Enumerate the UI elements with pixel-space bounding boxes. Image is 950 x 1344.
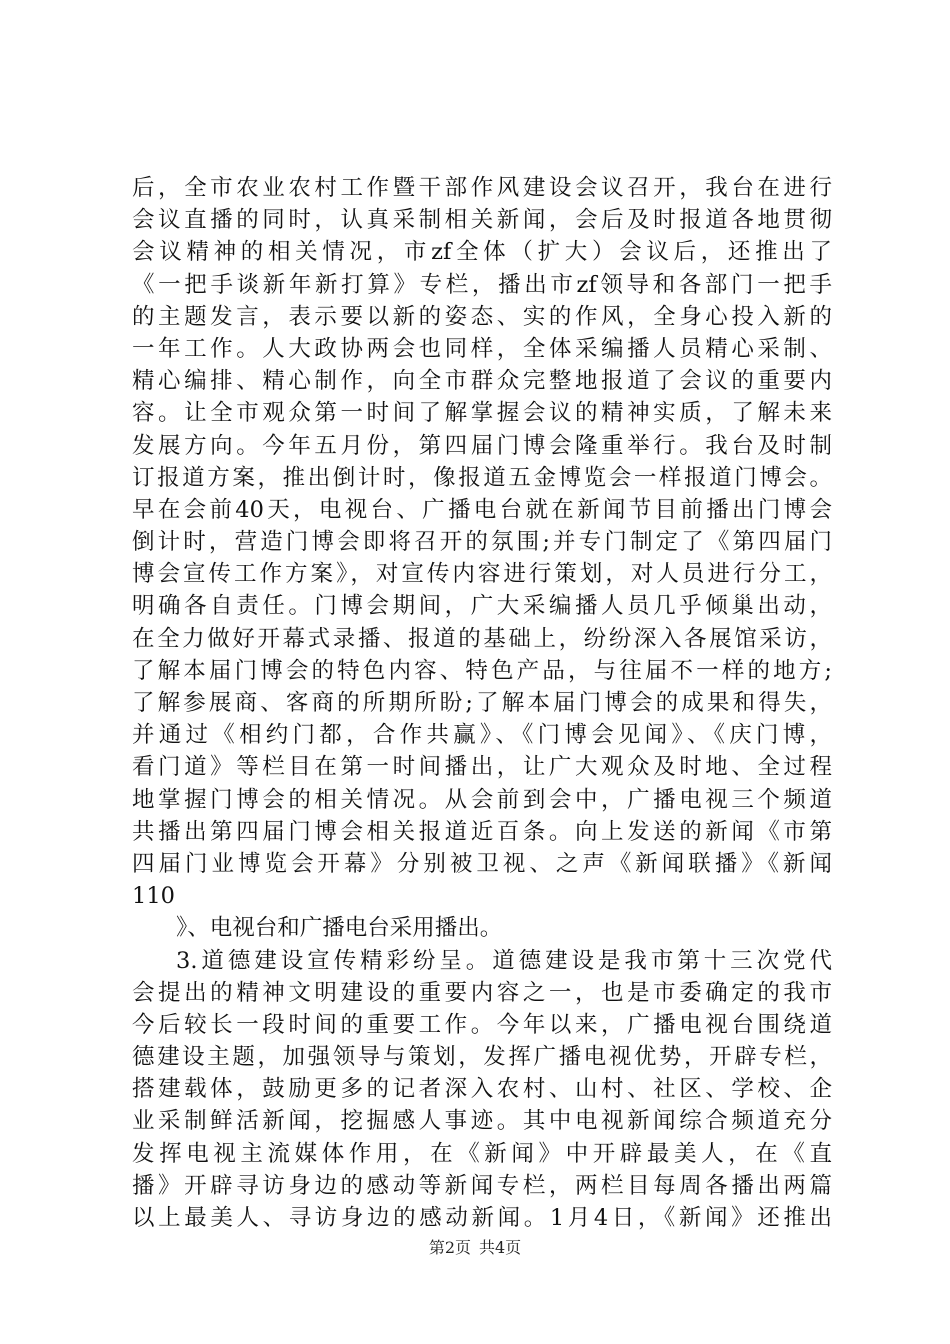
text-line: 博会宣传工作方案》，对宣传内容进行策划，对人员进行分工， [132,561,832,588]
text-line: 会议直播的同时，认真采制相关新闻，会后及时报道各地贯彻 [132,207,832,234]
text-line: 以上最美人、寻访身边的感动新闻。1月4日，《新闻》还推出 [132,1205,832,1231]
paragraph-start-line: 3.道德建设宣传精彩纷呈。道德建设是我市第十三次党代 [176,947,832,974]
text-line: 订报道方案，推出倒计时，像报道五金博览会一样报道门博会。 [132,464,832,491]
text-line: 会议精神的相关情况，市zf全体（扩大）会议后，还推出了 [132,239,832,266]
text-line: 德建设主题，加强领导与策划，发挥广播电视优势，开辟专栏， [132,1044,832,1071]
text-line: 共播出第四届门博会相关报道近百条。向上发送的新闻《市第 [132,818,832,845]
text-line: 播》开辟寻访身边的感动等新闻专栏，两栏目每周各播出两篇 [132,1172,832,1199]
text-line: 精心编排、精心制作，向全市群众完整地报道了会议的重要内 [132,368,832,395]
text-line: 后，全市农业农村工作暨干部作风建设会议召开，我台在进行 [132,175,832,201]
text-line: 今后较长一段时间的重要工作。今年以来，广播电视台围绕道 [132,1011,832,1038]
text-line: 四届门业博览会开幕》分别被卫视、之声《新闻联播》《新闻 [132,850,832,877]
text-line: 发挥电视主流媒体作用，在《新闻》中开辟最美人，在《直 [132,1140,832,1167]
text-line: 《一把手谈新年新打算》专栏，播出市zf领导和各部门一把手 [132,271,832,298]
text-line: 容。让全市观众第一时间了解掌握会议的精神实质，了解未来 [132,400,832,427]
page-footer [0,1238,950,1258]
text-line: 并通过《相约门都，合作共赢》、《门博会见闻》、《庆门博， [132,722,832,749]
text-line: 搭建载体，鼓励更多的记者深入农村、山村、社区、学校、企 [132,1076,832,1103]
text-line: 明确各自责任。门博会期间，广大采编播人员几乎倾巢出动， [132,593,832,620]
text-line: 》、电视台和广播电台采用播出。 [176,915,503,942]
text-line: 看门道》等栏目在第一时间播出，让广大观众及时地、全过程 [132,754,832,781]
text-line: 会提出的精神文明建设的重要内容之一，也是市委确定的我市 [132,979,832,1006]
text-line: 了解本届门博会的特色内容、特色产品，与往届不一样的地方; [132,657,832,684]
text-line: 早在会前40天，电视台、广播电台就在新闻节目前播出门博会 [132,496,832,523]
page-number: 第2页 [428,1238,471,1257]
text-line: 地掌握门博会的相关情况。从会前到会中，广播电视三个频道 [132,786,832,813]
text-line: 发展方向。今年五月份，第四届门博会隆重举行。我台及时制 [132,432,832,459]
text-line: 110 [132,883,175,910]
text-line: 一年工作。人大政协两会也同样，全体采编播人员精心采制、 [132,335,832,362]
text-line: 了解参展商、客商的所期所盼;了解本届门博会的成果和得失， [132,690,832,716]
text-line: 业采制鲜活新闻，挖掘感人事迹。其中电视新闻综合频道充分 [132,1108,832,1135]
text-line: 在全力做好开幕式录播、报道的基础上，纷纷深入各展馆采访， [132,625,832,652]
text-line: 倒计时，营造门博会即将召开的氛围;并专门制定了《第四届门 [132,529,832,556]
text-line: 的主题发言，表示要以新的姿态、实的作风，全身心投入新的 [132,303,832,330]
page-total: 共4页 [479,1238,522,1257]
body-text [132,172,832,1234]
